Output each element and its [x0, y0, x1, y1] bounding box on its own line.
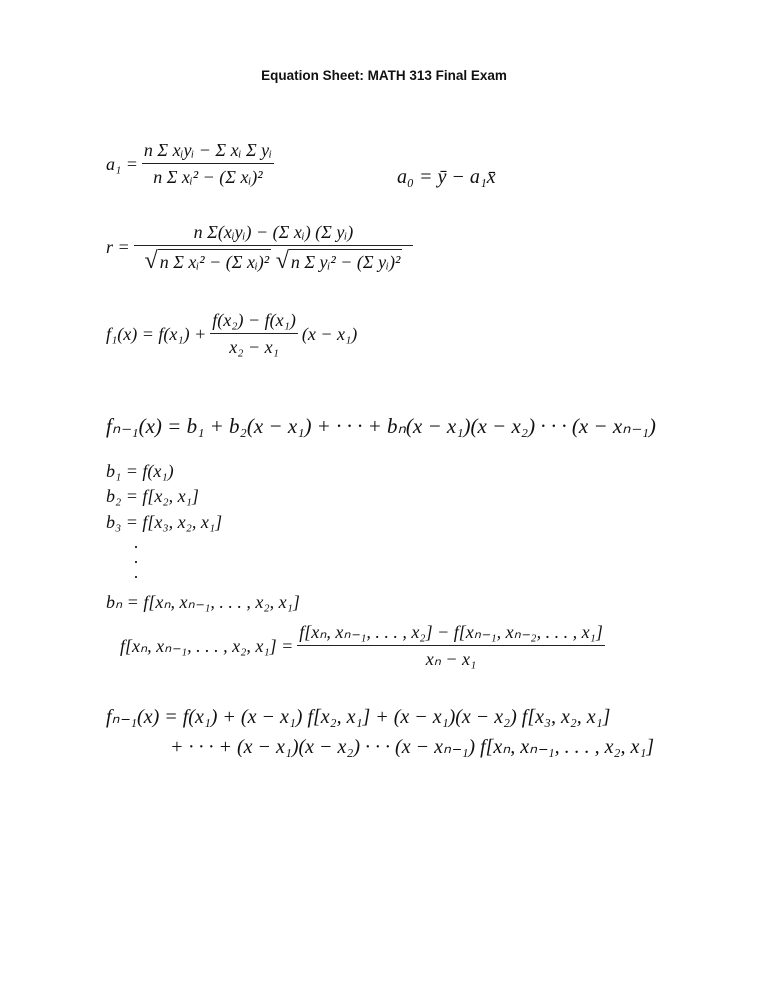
sqrt-x — [145, 249, 272, 273]
equation-a0: a₀ = ȳ − a₁x̄ — [397, 166, 496, 188]
equation-newton-final-line1: fₙ₋₁(x) = f(x₁) + (x − x₁) f[x₂, x₁] + (x − x₁)(x − x₂) f[x₃, x₂, x₁] — [106, 706, 611, 728]
r-den-y: n Σ yᵢ² − (Σ yᵢ)² — [289, 249, 403, 273]
r-fraction — [134, 222, 414, 273]
dd-lhs: f[xₙ, xₙ₋₁, . . . , x₂, x₁] = — [120, 635, 294, 656]
vertical-dot: · — [133, 552, 139, 572]
a1-lhs: a₁ = — [106, 153, 138, 174]
a1-fraction — [142, 140, 274, 188]
a1-denominator: n Σ xᵢ² − (Σ xᵢ)² — [153, 167, 263, 187]
equation-r — [106, 222, 417, 273]
equation-a1 — [106, 140, 278, 188]
interp-numerator: f(x₂) − f(x₁) — [210, 310, 298, 334]
interp-denominator: x₂ − x₁ — [229, 337, 279, 357]
equation-linear-interpolation — [106, 310, 357, 358]
equation-newton-final-line2: + · · · + (x − x₁)(x − x₂) · · · (x − xₙ₋₁) f[xₙ, xₙ₋₁, . . . , x₂, x₁] — [170, 736, 655, 758]
page-title: Equation Sheet: MATH 313 Final Exam — [261, 68, 507, 83]
sqrt-y — [276, 249, 403, 273]
interp-lhs: f₁(x) = f(x₁) + — [106, 323, 207, 344]
r-numerator: n Σ(xᵢyᵢ) − (Σ xᵢ) (Σ yᵢ) — [134, 222, 414, 246]
interp-tail: (x − x₁) — [301, 323, 358, 344]
b1-line: b₁ = f(x₁) — [106, 461, 174, 481]
r-denominator — [143, 246, 405, 273]
r-lhs: r = — [106, 237, 130, 257]
r-den-x: n Σ xᵢ² − (Σ xᵢ)² — [158, 249, 272, 273]
b2-line: b₂ = f[x₂, x₁] — [106, 486, 199, 506]
interp-fraction — [210, 310, 298, 358]
dd-denominator: xₙ − x₁ — [425, 649, 477, 669]
dd-fraction — [297, 622, 605, 670]
a1-numerator: n Σ xᵢyᵢ − Σ xᵢ Σ yᵢ — [142, 140, 274, 164]
bn-line: bₙ = f[xₙ, xₙ₋₁, . . . , x₂, x₁] — [106, 592, 300, 612]
equation-newton-general: fₙ₋₁(x) = b₁ + b₂(x − x₁) + · · · + bₙ(x − x₁)(x − x₂) · · · (x − xₙ₋₁) — [106, 414, 656, 438]
vertical-dot: · — [133, 567, 139, 587]
equation-divided-difference — [120, 622, 609, 670]
vertical-dot: · — [133, 537, 139, 557]
dd-numerator: f[xₙ, xₙ₋₁, . . . , x₂] − f[xₙ₋₁, xₙ₋₂, . . . , x₁] — [297, 622, 605, 646]
b3-line: b₃ = f[x₃, x₂, x₁] — [106, 512, 223, 532]
sqrt-symbol: √ — [275, 248, 289, 274]
sqrt-symbol: √ — [144, 248, 158, 274]
